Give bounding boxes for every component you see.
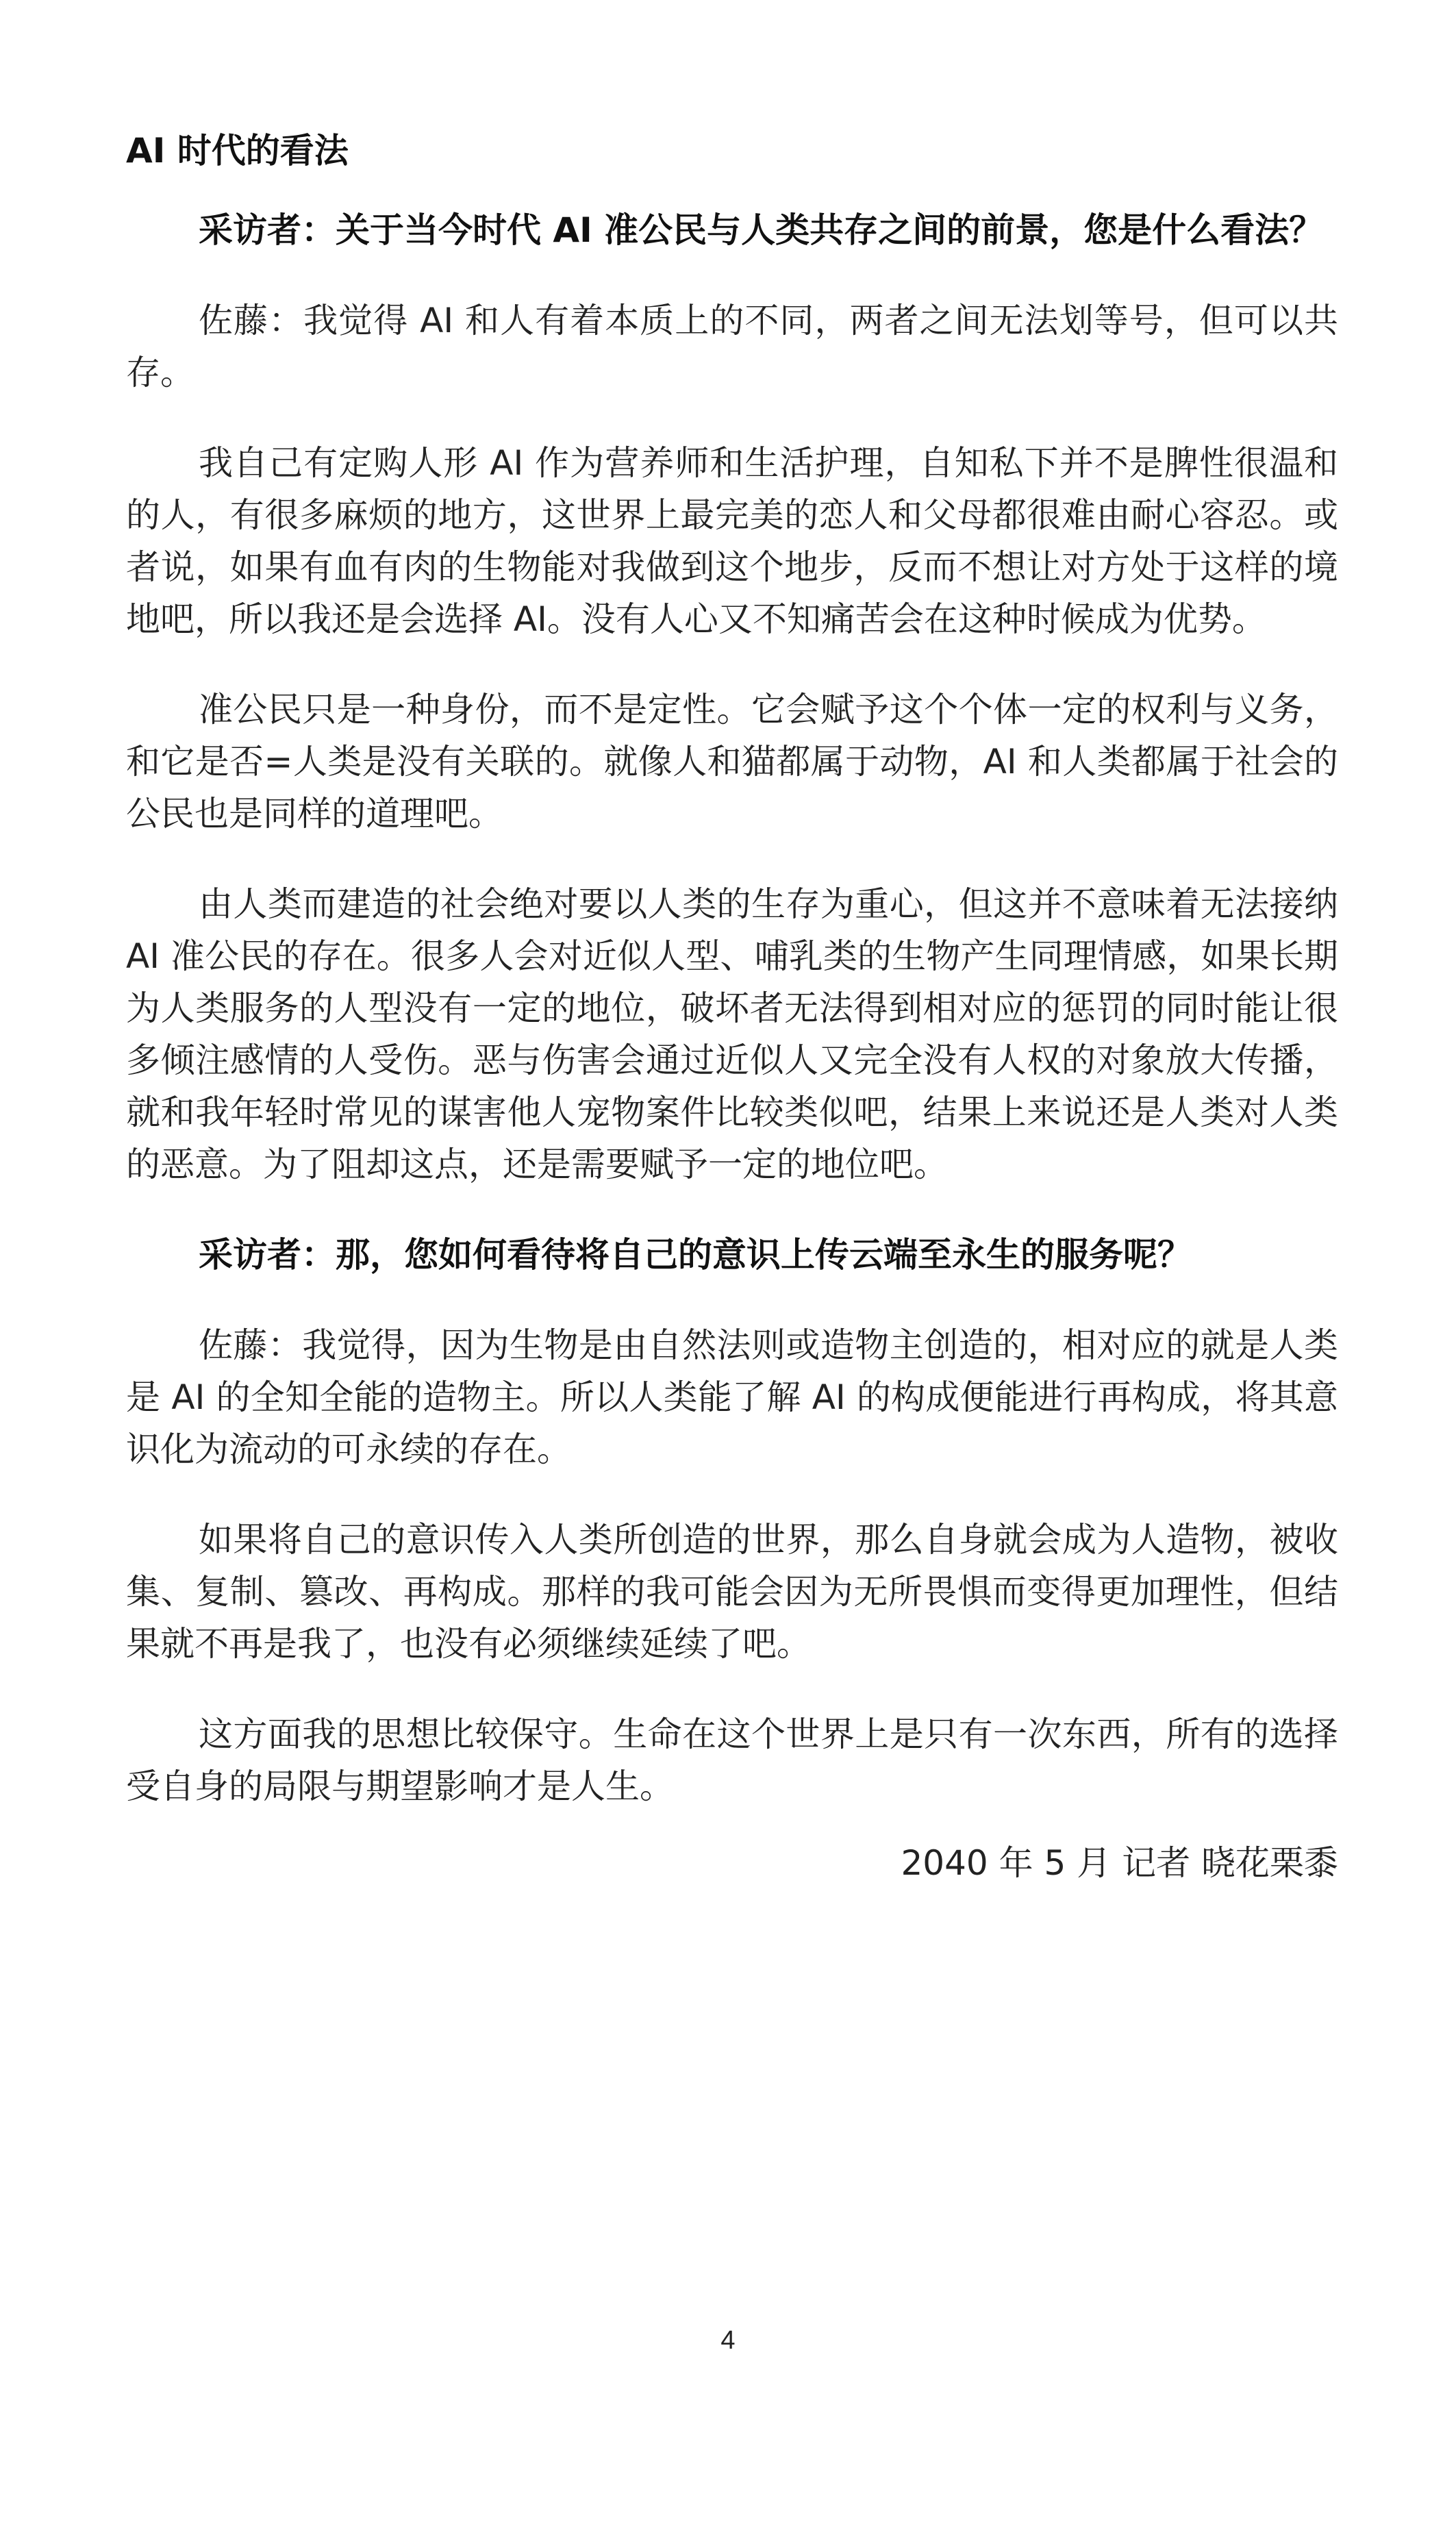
page-number: 4	[720, 2326, 736, 2355]
interview-question: 采访者：那，您如何看待将自己的意识上传云端至永生的服务呢？	[199, 1235, 1192, 1275]
interview-answer: 佐藤：我觉得 AI 和人有着本质上的不同，两者之间无法划等号，但可以共存。	[126, 301, 1338, 392]
interview-answer: 我自己有定购人形 AI 作为营养师和生活护理，自知私下并不是脾性很温和的人，有很多麻烦的地方，这世界上最完美的恋人和父母都很难由耐心容忍。或者说，如果有血有肉的生物能对我做到这个地步，反而不想让对方处于这样的境地吧，所以我还是会选择 AI。没有人心又不知痛苦会在这种时候成为优势。	[126, 443, 1338, 639]
interview-answer: 准公民只是一种身份，而不是定性。它会赋予这个个体一定的权利与义务，和它是否=人类是没有关联的。就像人和猫都属于动物，AI 和人类都属于社会的公民也是同样的道理吧。	[126, 690, 1338, 834]
section-heading: AI 时代的看法	[126, 131, 349, 171]
article-body	[126, 123, 1338, 1889]
interview-answer: 这方面我的思想比较保守。生命在这个世界上是只有一次东西，所有的选择受自身的局限与期望影响才是人生。	[126, 1714, 1338, 1806]
interview-answer: 由人类而建造的社会绝对要以人类的生存为重心，但这并不意味着无法接纳 AI 准公民的存在。很多人会对近似人型、哺乳类的生物产生同理情感，如果长期为人类服务的人型没有一定的地位，破坏者无法得到相对应的惩罚的同时能让很多倾注感情的人受伤。恶与伤害会通过近似人又完全没有人权的对象放大传播，就和我年轻时常见的谋害他人宠物案件比较类似吧，结果上来说还是人类对人类的恶意。为了阻却这点，还是需要赋予一定的地位吧。	[126, 884, 1338, 1184]
interview-answer: 佐藤：我觉得，因为生物是由自然法则或造物主创造的，相对应的就是人类是 AI 的全知全能的造物主。所以人类能了解 AI 的构成便能进行再构成，将其意识化为流动的可永续的存在。	[126, 1325, 1338, 1469]
byline-signature: 2040 年 5 月 记者 晓花栗黍	[901, 1843, 1338, 1883]
interview-question: 采访者：关于当今时代 AI 准公民与人类共存之间的前景，您是什么看法？	[199, 210, 1324, 250]
interview-answer: 如果将自己的意识传入人类所创造的世界，那么自身就会成为人造物，被收集、复制、篡改、再构成。那样的我可能会因为无所畏惧而变得更加理性，但结果就不再是我了，也没有必须继续延续了吧。	[126, 1520, 1338, 1664]
